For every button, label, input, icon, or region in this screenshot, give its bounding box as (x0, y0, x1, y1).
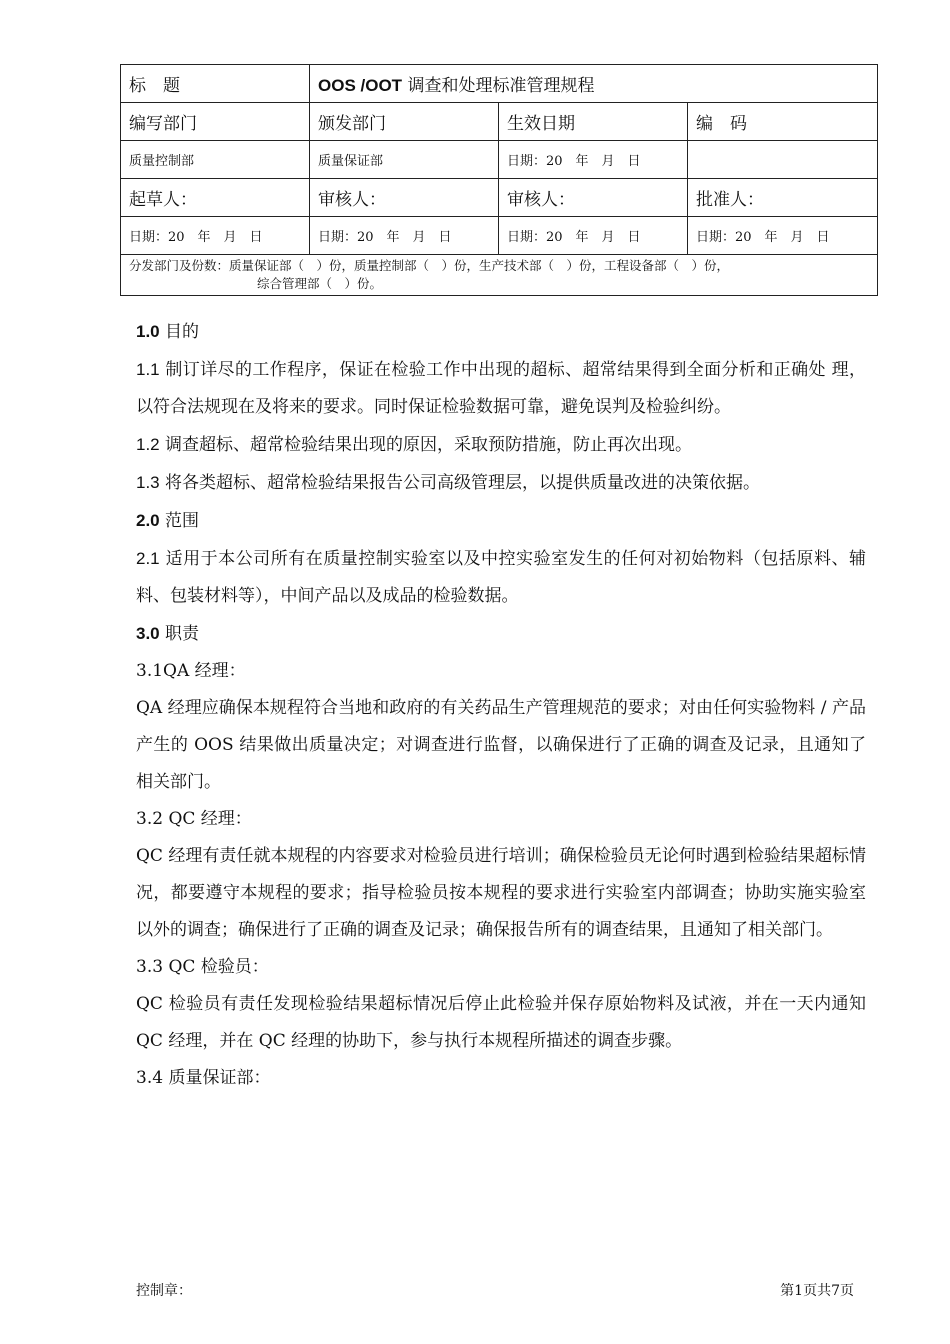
drafter-label: 起草人： (121, 179, 310, 217)
para-1-3-number: 1.3 (136, 473, 160, 492)
col-header-issue-dept: 颁发部门 (310, 103, 499, 141)
col-header-code: 编 码 (688, 103, 878, 141)
para-2-1 (136, 540, 866, 615)
para-1-3-text: 将各类超标、超常检验结果报告公司高级管理层，以提供质量改进的决策依据。 (159, 473, 761, 493)
page-number: 第1页共7页 (780, 1283, 854, 1299)
section-2-number: 2.0 (136, 511, 160, 530)
doc-title (310, 65, 878, 103)
section-3-title: 职责 (159, 624, 200, 644)
col-header-effective-date: 生效日期 (499, 103, 688, 141)
document-body (136, 313, 866, 1097)
section-2-title: 范围 (159, 511, 200, 531)
title-label: 标 题 (121, 65, 310, 103)
section-1-title: 目的 (159, 322, 200, 342)
control-stamp-label: 控制章： (136, 1283, 192, 1299)
col-header-write-dept: 编写部门 (121, 103, 310, 141)
para-1-3 (136, 464, 866, 502)
para-3-2: QC 经理有责任就本规程的内容要求对检验员进行培训；确保检验员无论何时遇到检验结果超标情况，都要遵守本规程的要求；指导检验员按本规程的要求进行实验室内部调查；协助实施实验室以外的调查；确保进行了正确的调查及记录；确保报告所有的调查结果，且通知了相关部门。 (136, 846, 866, 940)
section-2-heading (136, 502, 866, 540)
para-1-2 (136, 426, 866, 464)
para-1-1-number: 1.1 (136, 360, 160, 379)
para-3-1-heading: 3.1QA 经理： (136, 661, 246, 681)
para-2-1-number: 2.1 (136, 549, 160, 568)
para-3-4-heading: 3.4 质量保证部： (136, 1068, 271, 1088)
reviewer1-label: 审核人： (310, 179, 499, 217)
section-1-number: 1.0 (136, 322, 160, 341)
distribution-line-1: 分发部门及份数：质量保证部（ ）份，质量控制部（ ）份，生产技术部（ ）份，工程设备部（ ）份， (129, 258, 730, 273)
code-value (688, 141, 878, 179)
para-2-1-text: 适用于本公司所有在质量控制实验室以及中控实验室发生的任何对初始物料（包括原料、辅料、包装材料等），中间产品以及成品的检验数据。 (136, 549, 866, 606)
section-3-heading (136, 615, 866, 653)
distribution-line-2: 综合管理部（ ）份。 (257, 276, 383, 291)
approver-date: 日期：20 年 月 日 (688, 217, 878, 255)
para-3-1: QA 经理应确保本规程符合当地和政府的有关药品生产管理规范的要求；对由任何实验物料 / 产品产生的 OOS 结果做出质量决定；对调查进行监督，以确保进行了正确的调查及记录，且通知了相关部门。 (136, 698, 866, 792)
write-dept-value: 质量控制部 (121, 141, 310, 179)
effective-date-value: 日期：20 年 月 日 (499, 141, 688, 179)
doc-title-text: 调查和处理标准管理规程 (407, 76, 595, 96)
issue-dept-value: 质量保证部 (310, 141, 499, 179)
para-1-1 (136, 351, 866, 426)
para-1-1-text: 制订详尽的工作程序，保证在检验工作中出现的超标、超常结果得到全面分析和正确处 理，以符合法规现在及将来的要求。同时保证检验数据可靠，避免误判及检验纠纷。 (136, 360, 866, 417)
header-table (120, 64, 878, 296)
para-3-3: QC 检验员有责任发现检验结果超标情况后停止此检验并保存原始物料及试液，并在一天内通知 QC 经理，并在 QC 经理的协助下，参与执行本规程所描述的调查步骤。 (136, 994, 866, 1051)
approver-label: 批准人： (688, 179, 878, 217)
section-1-heading (136, 313, 866, 351)
para-3-2-heading: 3.2 QC 经理： (136, 809, 252, 829)
para-1-2-text: 调查超标、超常检验结果出现的原因，采取预防措施，防止再次出现。 (159, 435, 693, 455)
reviewer2-date: 日期：20 年 月 日 (499, 217, 688, 255)
doc-title-code: OOS /OOT (318, 76, 403, 95)
reviewer1-date: 日期：20 年 月 日 (310, 217, 499, 255)
section-3-number: 3.0 (136, 624, 160, 643)
drafter-date: 日期：20 年 月 日 (121, 217, 310, 255)
reviewer2-label: 审核人： (499, 179, 688, 217)
distribution-row (121, 255, 878, 296)
para-3-3-heading: 3.3 QC 检验员： (136, 957, 269, 977)
para-1-2-number: 1.2 (136, 435, 160, 454)
